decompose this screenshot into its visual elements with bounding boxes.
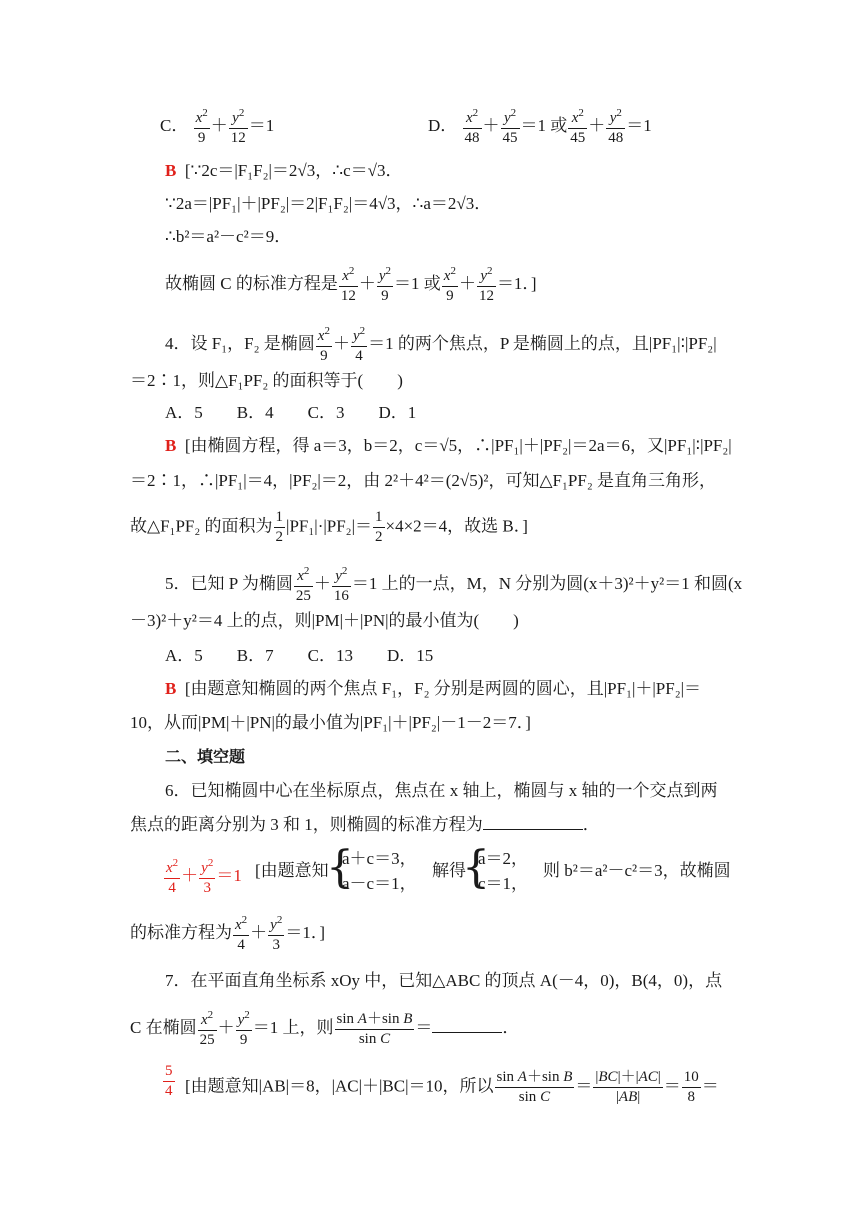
question-text: ＝1 上的一点，M，N 分别为圆(x＋3)²＋y²＝1 和圆(x: [351, 573, 743, 593]
answer-text: ＝1．]: [496, 273, 537, 293]
question-text: 4．设 F₁，F₂ 是椭圆: [165, 333, 315, 353]
fraction: $\frac{y^2}{16}$: [333, 565, 349, 604]
fraction: $\frac{x^2}{9}$: [195, 107, 208, 146]
question-text: ．: [502, 1017, 520, 1037]
fraction: $\frac{1}{2}$: [375, 509, 383, 545]
answer-text: ×4×2＝4，故选 B．]: [385, 516, 528, 536]
question-text: C 在椭圆: [130, 1017, 197, 1037]
fraction: $\frac{\text{sin A＋sin B}}{\text{sin C}}$: [496, 1069, 573, 1105]
q6-answer-equation: $\frac{x^2}{4}$ ＋ $\frac{y^2}{3}$ ＝1: [166, 857, 242, 896]
question-text: ＝1 上，则: [252, 1017, 334, 1037]
q5-answer-line-1: [165, 678, 701, 700]
question-text: ．: [582, 815, 600, 834]
system-2-line-2: c＝1，: [478, 874, 529, 893]
q6-answer-tail: 则 b²＝a²－c²＝3，故椭圆: [543, 861, 731, 880]
answer-denominator: 4: [165, 1083, 173, 1099]
answer-letter: B: [165, 436, 177, 455]
section-heading: 二、填空题: [165, 747, 246, 766]
fraction: $\frac{x^2}{25}$: [295, 565, 311, 604]
question-text: 焦点的距离分别为 3 和 1，则椭圆的标准方程为: [130, 815, 483, 834]
q6-solve-text: 解得: [432, 861, 466, 880]
answer-text: 故椭圆 C 的标准方程是: [165, 273, 338, 293]
option-c: C． $\frac{x^2}{9}$ ＋ $\frac{y^2}{12}$ ＝1: [160, 107, 275, 146]
q4-stem-line-1: 4．设 F₁，F₂ 是椭圆 $\frac{x^2}{9}$ ＋ $\frac{y^2}{4}$ ＝1 的两个焦点，P 是椭圆上的点，且|PF₁|∶|PF₂|: [165, 325, 717, 364]
answer-text: ＝1: [216, 865, 242, 885]
q7-stem-line-2: C 在椭圆 $\frac{x^2}{25}$ ＋ $\frac{y^2}{9}$ ＝1 上，则 $\frac{\text{sin A＋sin B}}{\text{sin C}}$ ＝ ．: [130, 1009, 520, 1048]
q4-choices: A．5 B．4 C．3 D．1: [165, 403, 417, 422]
system-1-line-1: a＋c＝3，: [342, 849, 417, 868]
fraction: $\frac{y^2}{4}$: [352, 325, 366, 364]
q6-stem-line-1: 6．已知椭圆中心在坐标原点，焦点在 x 轴上，椭圆与 x 轴的一个交点到两: [165, 781, 718, 800]
q3-answer-line-2: ∵2a＝|PF₁|＋|PF₂|＝2|F₁F₂|＝4√3，∴a＝2√3．: [165, 194, 492, 213]
left-brace: {: [326, 842, 354, 893]
answer-text: ＝: [575, 1076, 593, 1096]
equation-text: ＝1: [248, 115, 275, 135]
q5-stem-line-2: －3)²＋y²＝4 上的点，则|PM|＋|PN|的最小值为( ): [130, 611, 519, 630]
answer-text: [由椭圆方程，得 a＝3，b＝2，c＝√5，∴|PF₁|＋|PF₂|＝2a＝6，又|PF₁|∶|PF₂|: [184, 436, 732, 455]
q4-stem-line-2: ＝2∶1，则△F₁PF₂ 的面积等于( ): [130, 371, 403, 390]
option-d-label: D．: [428, 115, 458, 135]
answer-text: 故△F₁PF₂ 的面积为: [130, 516, 273, 536]
answer-text: 的标准方程为: [130, 922, 232, 942]
fraction: $\frac{x^2}{45}$: [570, 107, 586, 146]
fraction: $\frac{x^2}{9}$: [317, 325, 330, 364]
fraction: $\frac{x^2}{4}$: [235, 914, 248, 953]
question-text: ＝: [415, 1017, 433, 1037]
answer-numerator: 5: [163, 1064, 175, 1082]
fraction: $\frac{x^2}{25}$: [199, 1009, 215, 1048]
answer-letter: B: [165, 161, 177, 180]
q7-answer-fraction: [162, 1064, 176, 1099]
q3-answer-line-1: [165, 160, 402, 182]
q7-stem-line-1: 7．在平面直角坐标系 xOy 中，已知△ABC 的顶点 A(－4，0)，B(4，0)，点: [165, 971, 723, 990]
answer-text: ＝: [701, 1076, 719, 1096]
answer-blank: [483, 829, 583, 830]
fraction: [163, 1064, 175, 1099]
q5-answer-line-2: 10，从而|PM|＋|PN|的最小值为|PF₁|＋|PF₂|－1－2＝7．]: [130, 713, 531, 732]
q4-answer-line-2: ＝2∶1，∴|PF₁|＝4，|PF₂|＝2，由 2²＋4²＝(2√5)²，可知△F₁PF₂ 是直角三角形，: [130, 471, 717, 490]
equation-text: ＝1 或: [520, 115, 568, 135]
answer-text: [∵2c＝|F₁F₂|＝2√3，∴c＝√3．: [184, 161, 403, 180]
fraction: $\frac{y^2}{9}$: [237, 1009, 250, 1048]
answer-letter: B: [165, 679, 177, 698]
fraction: $\frac{|BC|+|AC|}{|AB|}$: [595, 1069, 661, 1105]
q6-answer-intro: [由题意知: [255, 861, 329, 880]
q3-answer-line-3: ∴b²＝a²－c²＝9．: [165, 227, 292, 246]
q6-answer-line-2: 的标准方程为 $\frac{x^2}{4}$ ＋ $\frac{y^2}{3}$ ＝1．]: [130, 914, 326, 953]
answer-text: ＝: [663, 1076, 681, 1096]
fraction: $\frac{10}{8}$: [683, 1069, 699, 1105]
question-text: 5．已知 P 为椭圆: [165, 573, 293, 593]
answer-text: |PF₁|·|PF₂|＝: [286, 516, 372, 536]
fraction: $\frac{y^2}{12}$: [478, 265, 494, 304]
fraction: $\frac{x^2}{9}$: [443, 265, 456, 304]
fraction: $\frac{x^2}{48}$: [464, 107, 480, 146]
fraction: $\frac{x^2}{4}$: [166, 857, 179, 896]
fraction: $\frac{y^2}{3}$: [201, 857, 214, 896]
fraction: $\frac{\text{sin A＋sin B}}{\text{sin C}}$: [336, 1010, 413, 1047]
q4-answer-line-1: [165, 435, 732, 457]
fraction: $\frac{y^2}{45}$: [502, 107, 518, 146]
answer-text: [由题意知椭圆的两个焦点 F₁，F₂ 分别是两圆的圆心，且|PF₁|＋|PF₂|＝: [184, 679, 702, 698]
fraction: $\frac{1}{2}$: [275, 509, 284, 545]
fraction: $\frac{y^2}{48}$: [608, 107, 624, 146]
q5-choices: A．5 B．7 C．13 D．15: [165, 646, 434, 665]
left-brace: {: [462, 842, 490, 893]
answer-text: ＝1．]: [285, 922, 326, 942]
q3-answer-line-4: 故椭圆 C 的标准方程是 $\frac{x^2}{12}$ ＋ $\frac{y^2}{9}$ ＝1 或 $\frac{x^2}{9}$ ＋ $\frac{y^2}{12}$ ＝1．]: [165, 265, 537, 304]
q6-stem-line-2: [130, 814, 600, 836]
system-2-line-1: a＝2，: [478, 849, 529, 868]
fraction: $\frac{y^2}{9}$: [378, 265, 392, 304]
question-text: ＝1 的两个焦点，P 是椭圆上的点，且|PF₁|∶|PF₂|: [368, 333, 717, 353]
fraction: $\frac{x^2}{12}$: [340, 265, 356, 304]
option-d: D． $\frac{x^2}{48}$ ＋ $\frac{y^2}{45}$ ＝1 或 $\frac{x^2}{45}$ ＋ $\frac{y^2}{48}$ ＝1: [428, 107, 652, 146]
answer-blank: [432, 1032, 502, 1033]
q4-answer-line-3: [130, 510, 528, 545]
fraction: $\frac{y^2}{3}$: [270, 914, 283, 953]
fraction: $\frac{y^2}{12}$: [230, 107, 246, 146]
q7-answer-line-1: [185, 1070, 719, 1105]
q5-stem-line-1: 5．已知 P 为椭圆 $\frac{x^2}{25}$ ＋ $\frac{y^2}{16}$ ＝1 上的一点，M，N 分别为圆(x＋3)²＋y²＝1 和圆(x: [165, 565, 743, 604]
answer-text: ＝1 或: [394, 273, 441, 293]
system-1-line-2: a－c＝1，: [342, 874, 417, 893]
equation-text: ＝1: [626, 115, 652, 135]
answer-text: [由题意知|AB|＝8，|AC|＋|BC|＝10，所以: [185, 1076, 494, 1096]
option-c-label: C．: [160, 115, 189, 135]
